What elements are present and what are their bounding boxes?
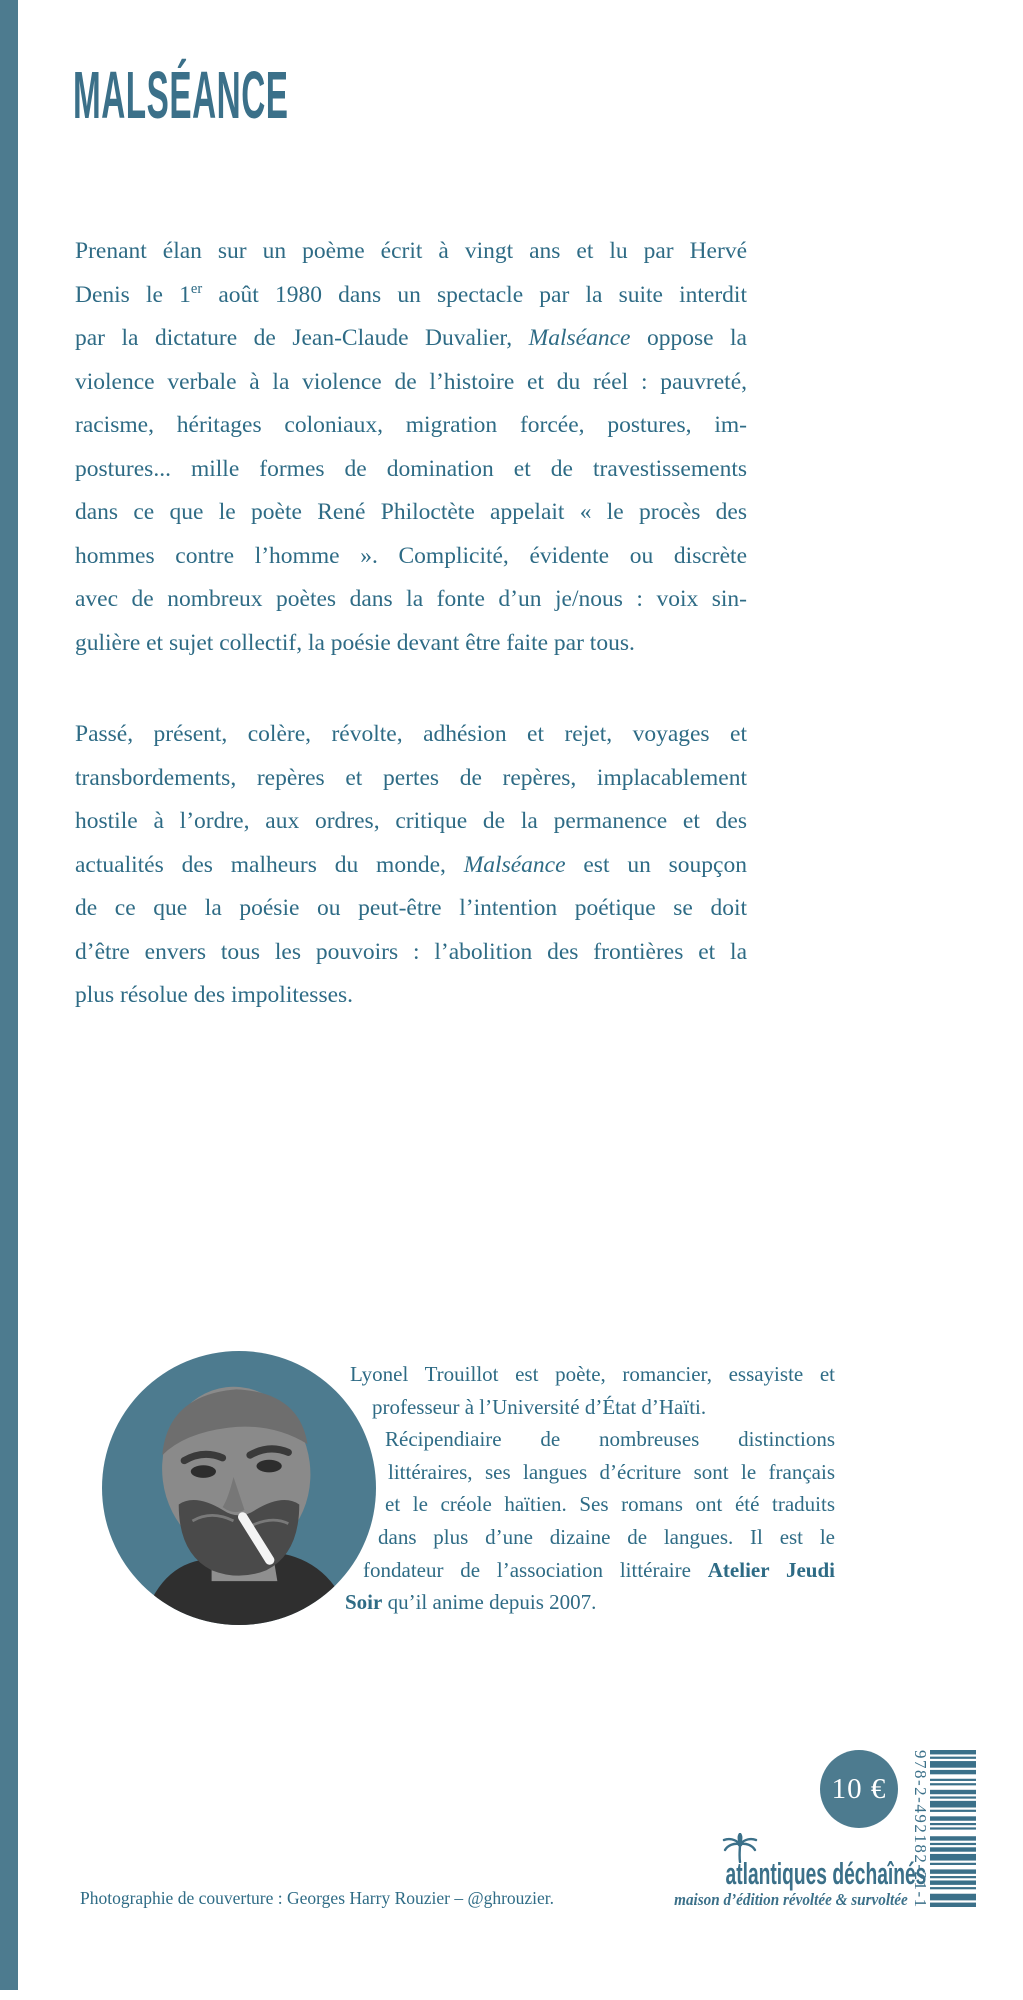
author-portrait-photo (102, 1351, 376, 1625)
author-bio (345, 1358, 835, 1619)
author-photo (102, 1351, 376, 1625)
text-line: de ce que la poésie ou peut-être l’intention poétique se doit (75, 895, 747, 921)
text-line: transbordements, repères et pertes de repères, implacablement (75, 764, 747, 791)
text-line: hommes contre l’homme ». Complicité, évidente ou discrète (75, 542, 747, 569)
price-badge (820, 1750, 898, 1828)
text-line: postures... mille formes de domination et de travestissements (75, 455, 747, 482)
text-line: avec de nombreux poètes dans la fonte d’un je/nous : voix sin- (75, 586, 747, 612)
text-line: d’être envers tous les pouvoirs : l’abolition des frontières et la (75, 938, 747, 965)
text-line: Lyonel Trouillot est poète, romancier, essayiste et (350, 1362, 835, 1386)
publisher-tagline: maison d’édition révoltée & survoltée (674, 1890, 908, 1909)
text-line: racisme, héritages coloniaux, migration forcée, postures, im- (75, 412, 747, 438)
text-line: Denis le 1er août 1980 dans un spectacle par la suite interdit (75, 280, 747, 308)
text-line: dans plus d’une dizaine de langues. Il est le (378, 1524, 835, 1549)
text-line: hostile à l’ordre, aux ordres, critique de la permanence et des (75, 808, 747, 834)
text-line: professeur à l’Université d’État d’Haïti. (372, 1394, 707, 1419)
text-line: Prenant élan sur un poème écrit à vingt ans et lu par Hervé (75, 238, 747, 264)
publisher-tagline-box (664, 1890, 908, 1910)
barcode-bars (930, 1750, 976, 1907)
text-line: et le créole haïtien. Ses romans ont été traduits (385, 1492, 835, 1517)
text-line: actualités des malheurs du monde, Malséance est un soupçon (75, 851, 747, 878)
text-line: violence verbale à la violence de l’histoire et du réel : pauvreté, (75, 368, 747, 395)
text-line: gulière et sujet collectif, la poésie devant être faite par tous. (75, 629, 635, 656)
text-line: Passé, présent, colère, révolte, adhésion et rejet, voyages et (75, 721, 747, 747)
barcode (930, 1750, 976, 1907)
text-line: par la dictature de Jean-Claude Duvalier, Malséance oppose la (75, 325, 747, 351)
synopsis-paragraph-2 (75, 713, 747, 1018)
text-line: plus résolue des impolitesses. (75, 982, 354, 1008)
synopsis-paragraph-1 (75, 230, 747, 665)
text-line: fondateur de l’association littéraire Atelier Jeudi (363, 1557, 835, 1582)
text-line: littéraires, ses langues d’écriture sont le français (388, 1459, 835, 1484)
isbn-number: 978-2-492182-21-1 (911, 1750, 930, 1909)
spine-strip (0, 0, 18, 1990)
text-line: dans ce que le poète René Philoctète appelait « le procès des (75, 499, 747, 525)
text-line: Soir qu’il anime depuis 2007. (345, 1590, 597, 1615)
publisher-logo (664, 1856, 927, 1892)
photo-credit: Photographie de couverture : Georges Harry Rouzier – @ghrouzier. (80, 1888, 555, 1908)
text-line: Récipendiaire de nombreuses distinctions (385, 1427, 835, 1452)
publisher-name: atlantiques déchaînés (725, 1856, 927, 1891)
book-title: MALSÉANCE (73, 57, 289, 133)
price-label: 10 € (831, 1772, 887, 1805)
